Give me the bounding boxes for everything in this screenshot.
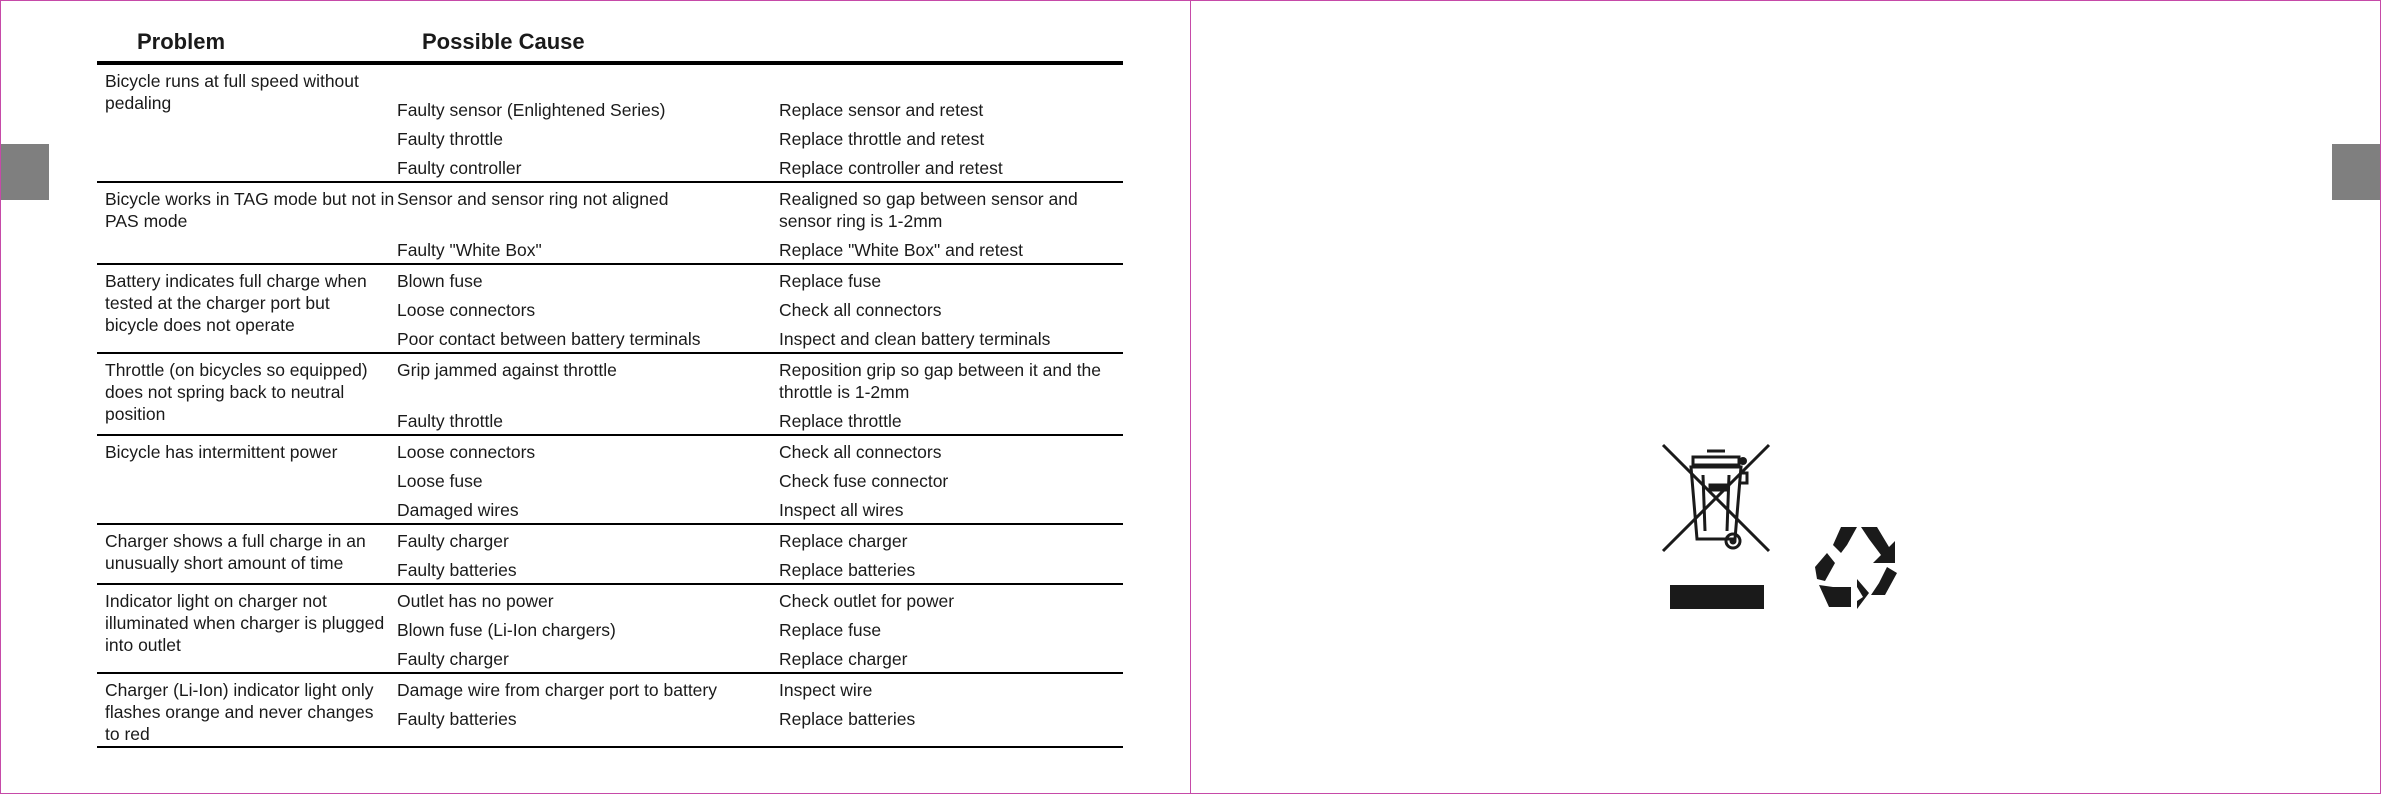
solution-cell: Reposition grip so gap between it and the throttle is 1-2mm <box>779 360 1102 402</box>
cause-cell: Sensor and sensor ring not aligned <box>397 189 669 209</box>
table-group <box>97 525 1123 585</box>
recycle-icon <box>1811 523 1903 611</box>
cause-cell: Loose connectors <box>397 442 536 462</box>
cause-cell: Damage wire from charger port to battery <box>397 680 717 700</box>
table-row <box>97 614 1123 643</box>
disposal-icons <box>1661 443 1961 623</box>
table-group <box>97 585 1123 674</box>
table-row <box>97 94 1123 123</box>
cause-cell: Faulty throttle <box>397 129 504 149</box>
table-row <box>97 703 1123 732</box>
table-row <box>97 525 1123 554</box>
cause-cell: Poor contact between battery terminals <box>397 329 701 349</box>
problem-text: Bicycle has intermittent power <box>105 442 338 462</box>
table-header <box>97 25 1123 65</box>
right-page <box>1190 0 2381 794</box>
cause-cell: Loose fuse <box>397 471 483 491</box>
table-group <box>97 65 1123 183</box>
problem-text: Indicator light on charger not illuminated when charger is plugged into outlet <box>105 591 385 655</box>
table-group <box>97 436 1123 525</box>
solution-cell: Replace sensor and retest <box>779 100 984 120</box>
cause-cell: Faulty charger <box>397 531 509 551</box>
spacer-row <box>97 65 1123 94</box>
table-row <box>97 436 1123 465</box>
solution-cell: Inspect all wires <box>779 500 904 520</box>
solution-cell: Replace batteries <box>779 560 916 580</box>
problem-text: Bicycle works in TAG mode but not in PAS mode <box>105 189 395 231</box>
cause-cell: Faulty sensor (Enlightened Series) <box>397 100 666 120</box>
solution-cell: Check outlet for power <box>779 591 955 611</box>
table-row <box>97 152 1123 181</box>
table-group <box>97 354 1123 436</box>
cause-cell: Faulty throttle <box>397 411 504 431</box>
table-group <box>97 265 1123 354</box>
cause-cell: Faulty controller <box>397 158 522 178</box>
cause-cell: Faulty "White Box" <box>397 240 542 260</box>
table-row <box>97 405 1123 434</box>
header-problem: Problem <box>137 29 226 54</box>
cause-cell: Faulty batteries <box>397 709 517 729</box>
problem-text: Charger shows a full charge in an unusually short amount of time <box>105 531 366 573</box>
solution-cell: Replace throttle and retest <box>779 129 985 149</box>
problem-text: Throttle (on bicycles so equipped) does not spring back to neutral position <box>105 360 368 424</box>
table-row <box>97 494 1123 523</box>
page-edge-tab <box>2332 144 2380 200</box>
cause-cell: Faulty charger <box>397 649 509 669</box>
cause-cell: Outlet has no power <box>397 591 554 611</box>
table-group <box>97 183 1123 265</box>
troubleshooting-table <box>97 25 1123 748</box>
cause-cell: Grip jammed against throttle <box>397 360 617 380</box>
table-row <box>97 465 1123 494</box>
table-row <box>97 234 1123 263</box>
solution-cell: Inspect wire <box>779 680 873 700</box>
table-row <box>97 554 1123 583</box>
solution-cell: Realigned so gap between sensor and sensor ring is 1-2mm <box>779 189 1078 231</box>
solution-cell: Replace throttle <box>779 411 902 431</box>
solution-cell: Replace batteries <box>779 709 916 729</box>
table-row <box>97 643 1123 672</box>
table-row <box>97 674 1123 703</box>
solution-cell: Check all connectors <box>779 300 942 320</box>
table-row <box>97 585 1123 614</box>
solution-cell: Replace fuse <box>779 271 882 291</box>
table-row <box>97 323 1123 352</box>
solution-cell: Replace "White Box" and retest <box>779 240 1023 260</box>
solution-cell: Replace controller and retest <box>779 158 1003 178</box>
table-row <box>97 183 1123 234</box>
crossed-out-wheelie-bin-icon <box>1661 443 1781 613</box>
table-row <box>97 265 1123 294</box>
cause-cell: Damaged wires <box>397 500 519 520</box>
cause-cell: Loose connectors <box>397 300 536 320</box>
table-row <box>97 354 1123 405</box>
page-edge-tab <box>1 144 49 200</box>
solution-cell: Inspect and clean battery terminals <box>779 329 1051 349</box>
solution-cell: Replace charger <box>779 649 908 669</box>
table-row <box>97 123 1123 152</box>
table-group <box>97 674 1123 748</box>
cause-cell: Faulty batteries <box>397 560 517 580</box>
problem-text: Battery indicates full charge when tested at the charger port but bicycle does not operate <box>105 271 367 335</box>
cause-cell: Blown fuse (Li-Ion chargers) <box>397 620 616 640</box>
problem-text: Bicycle runs at full speed without pedaling <box>105 71 359 113</box>
table-row <box>97 294 1123 323</box>
solution-cell: Check all connectors <box>779 442 942 462</box>
solution-cell: Replace fuse <box>779 620 882 640</box>
cause-cell: Blown fuse <box>397 271 483 291</box>
solution-cell: Replace charger <box>779 531 908 551</box>
problem-text: Charger (Li-Ion) indicator light only flashes orange and never changes to red <box>105 680 374 744</box>
solution-cell: Check fuse connector <box>779 471 949 491</box>
header-possible-cause: Possible Cause <box>422 29 585 54</box>
